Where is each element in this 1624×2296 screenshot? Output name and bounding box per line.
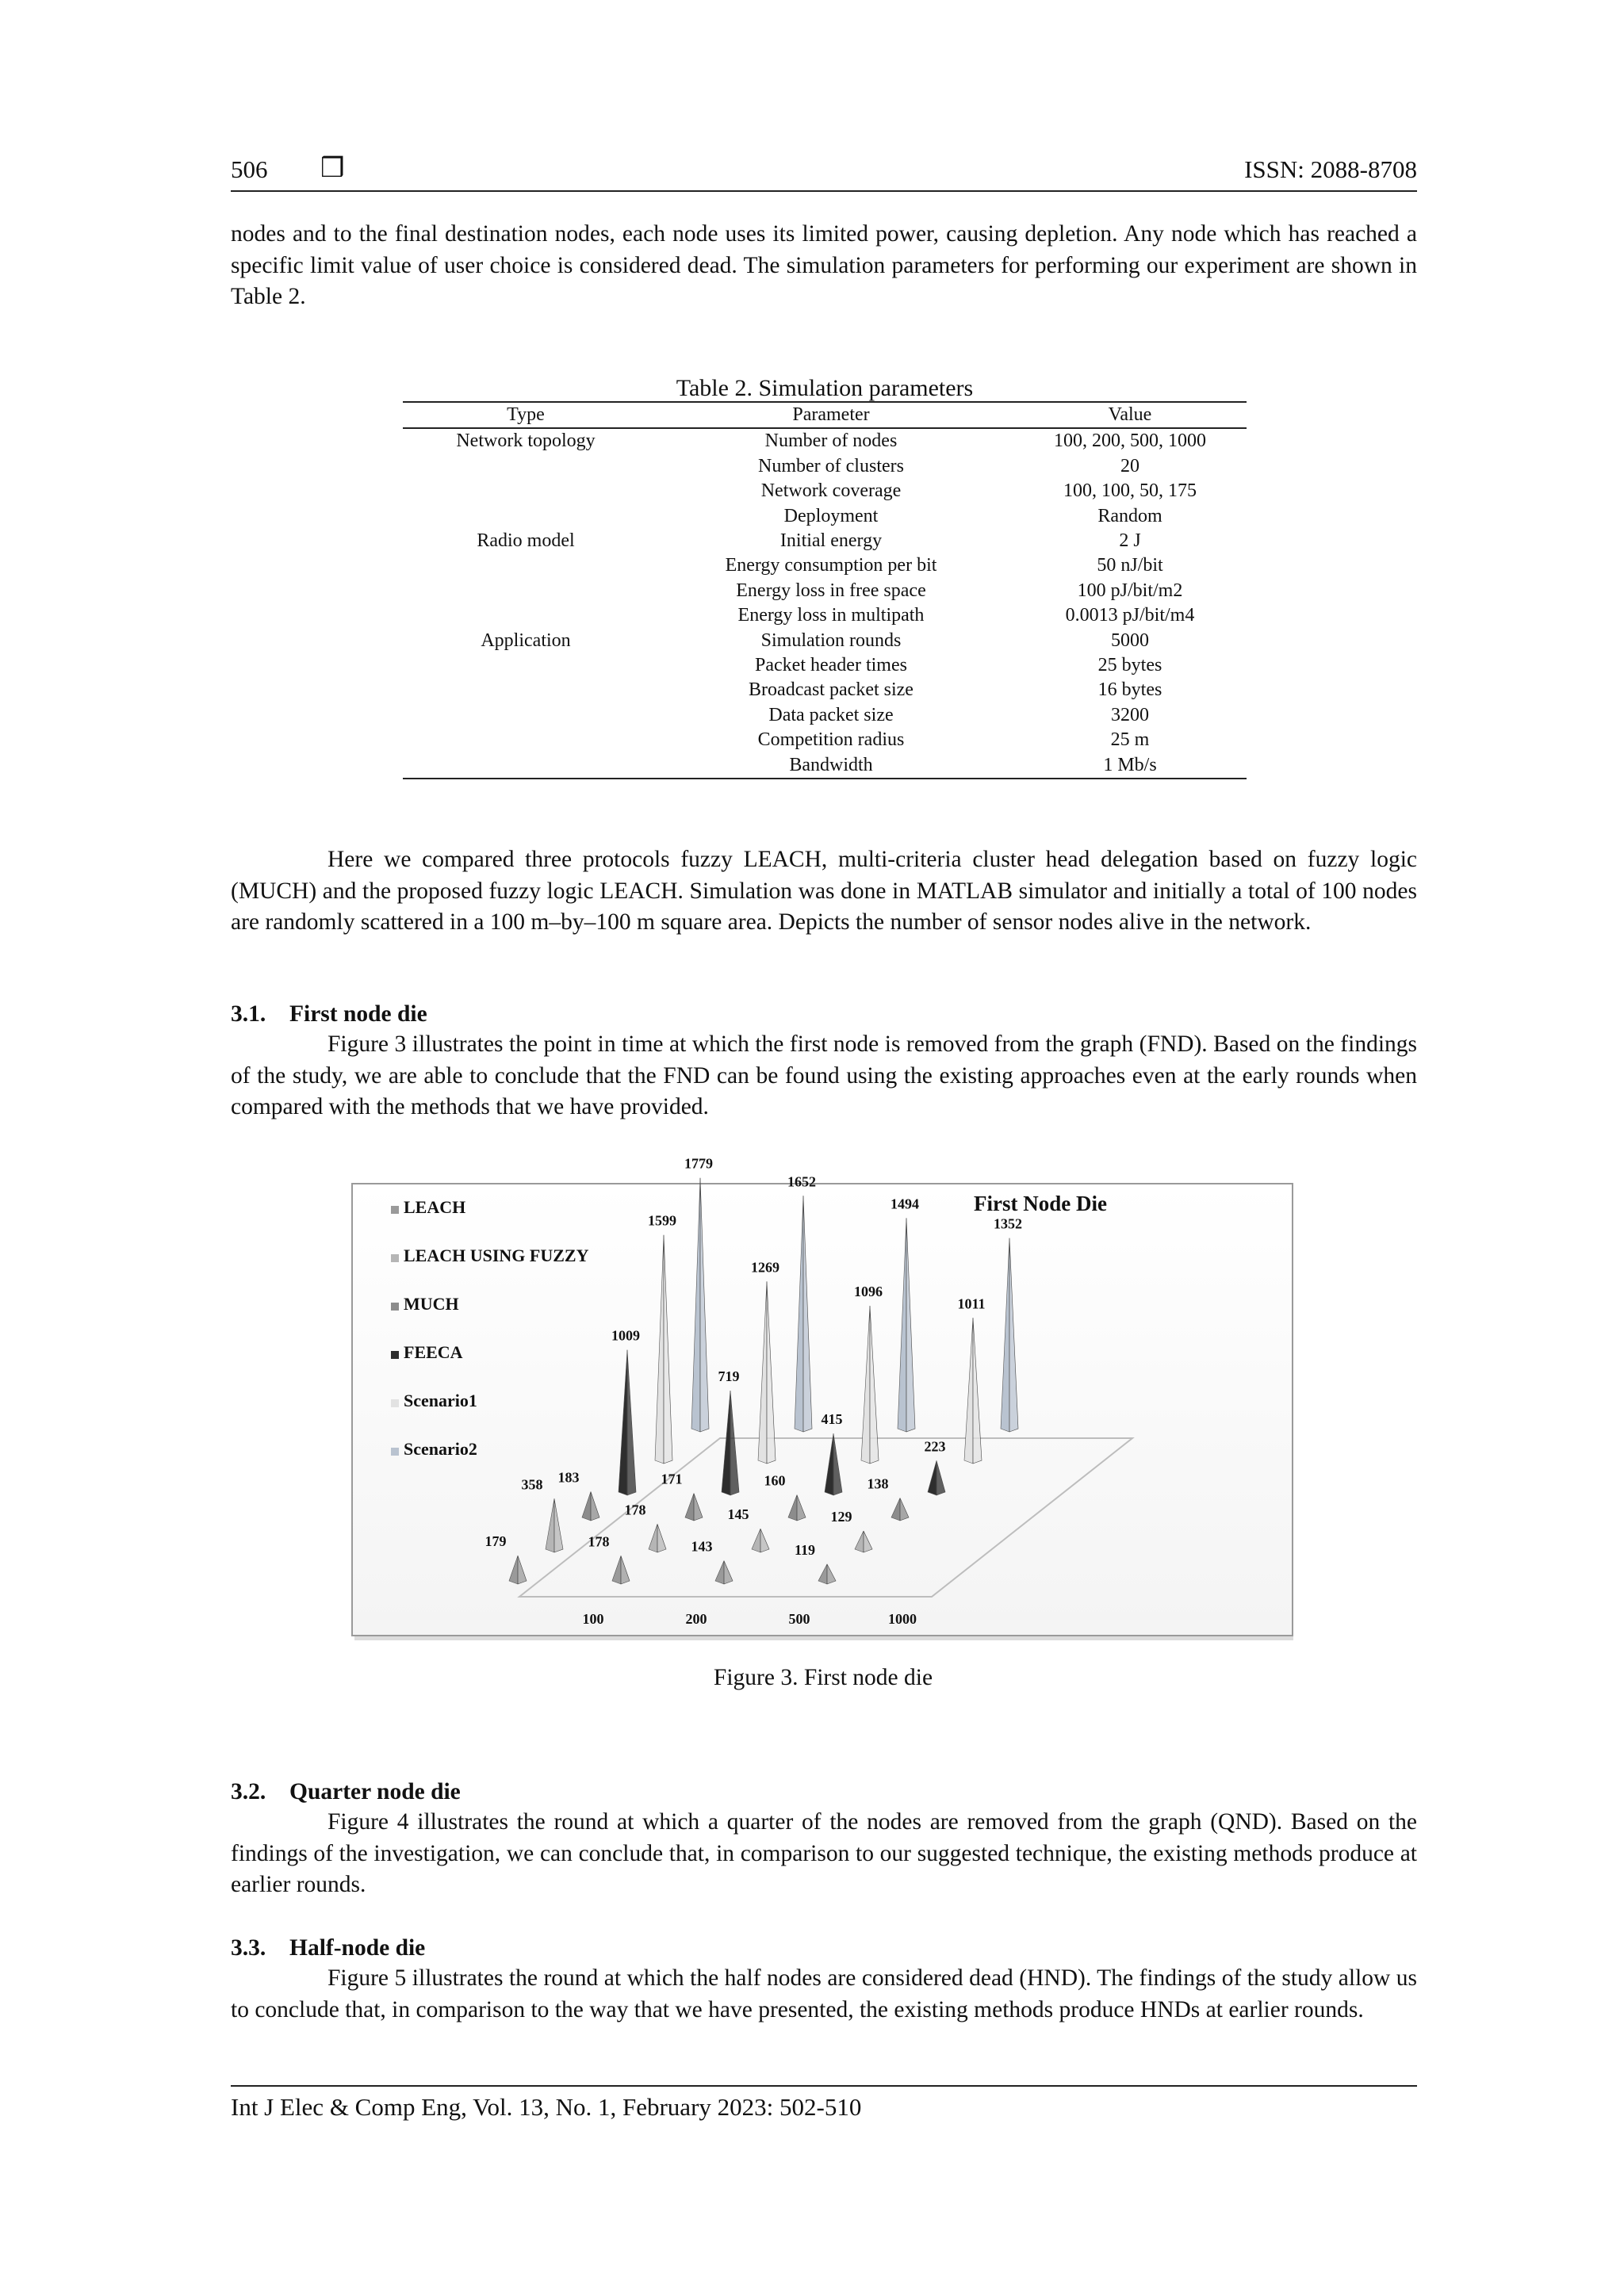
table-cell-type: Application (481, 629, 571, 651)
simulation-parameters-table (403, 401, 1247, 779)
table-row (403, 753, 1247, 779)
legend-swatch-scenario2 (391, 1448, 399, 1456)
value-label-leach-using-fuzzy-500: 145 (727, 1506, 749, 1523)
table-row (403, 728, 1247, 752)
value-label-leach-500: 143 (691, 1538, 713, 1555)
legend-swatch-leach (391, 1206, 399, 1214)
table-header-parameter: Parameter (649, 402, 1013, 428)
table-cell-parameter: Simulation rounds (760, 629, 902, 651)
table-cell-type (403, 678, 649, 702)
table-row (403, 504, 1247, 529)
value-label-feeca-200: 719 (718, 1368, 740, 1385)
table-cell-value: 3200 (1111, 704, 1149, 725)
legend-label-scenario1: Scenario1 (404, 1391, 477, 1410)
x-tick-500: 500 (788, 1611, 810, 1627)
table-caption: Table 2. Simulation parameters (676, 375, 974, 401)
table-cell-type (403, 603, 649, 628)
x-tick-100: 100 (582, 1611, 604, 1627)
table-cell-value: 100 pJ/bit/m2 (1077, 580, 1183, 601)
value-label-scenario1-200: 1269 (751, 1259, 779, 1276)
section-3-3-text: Figure 5 illustrates the round at which the half nodes are considered dead (HND). The findings of the study allow us to conclude that, in comparison to the way that we have presented, the existing methods produce HNDs at earlier rounds. (231, 1965, 1417, 2022)
legend-label-leach-using-fuzzy: LEACH USING FUZZY (404, 1246, 589, 1265)
table-header-type: Type (403, 402, 649, 428)
value-label-feeca-1000: 223 (924, 1438, 946, 1455)
compare-paragraph-text: Here we compared three protocols fuzzy LEACH, multi-criteria cluster head delegation based on fuzzy logic (MUCH) and the proposed fuzzy logic LEACH. Simulation was done in MATLAB simulator and initially a total of 100 nodes are randomly scattered in a 100 m–by–100 m square area. Depicts the number of sensor nodes alive in the network. (231, 847, 1417, 935)
table-row (403, 553, 1247, 578)
value-label-scenario2-200: 1652 (787, 1173, 816, 1190)
table-row (403, 428, 1247, 453)
table-cell-parameter: Number of clusters (758, 455, 904, 476)
table-cell-parameter: Number of nodes (764, 430, 898, 452)
table-cell-parameter: Network coverage (760, 480, 902, 502)
table-cell-value: 100, 100, 50, 175 (1063, 480, 1197, 502)
value-label-scenario2-1000: 1352 (994, 1215, 1022, 1232)
table-cell-parameter: Data packet size (768, 704, 894, 725)
table-cell-parameter: Energy loss in multipath (737, 605, 925, 626)
compare-paragraph (231, 844, 1417, 939)
table-cell-value: 20 (1120, 455, 1139, 476)
x-tick-1000: 1000 (888, 1611, 917, 1627)
table-cell-parameter: Bandwidth (649, 753, 1013, 779)
table-row (403, 529, 1247, 553)
value-label-leach-100: 179 (485, 1533, 507, 1550)
footer-rule (231, 2085, 1417, 2087)
legend-swatch-scenario1 (391, 1399, 399, 1407)
x-tick-200: 200 (685, 1611, 707, 1627)
table-cell-type (403, 553, 649, 578)
chart-frame-shadow (354, 1636, 1293, 1640)
table-cell-value: Random (1097, 505, 1162, 526)
table-cell-value: 5000 (1111, 629, 1149, 651)
header-rule (231, 190, 1417, 192)
table-cell-parameter: Energy consumption per bit (725, 555, 937, 576)
table-cell-value: 50 nJ/bit (1097, 555, 1163, 576)
table-cell-value: 25 bytes (1097, 655, 1162, 676)
table-cell-type: Radio model (477, 530, 575, 552)
section-3-1-text: Figure 3 illustrates the point in time at which the first node is removed from the graph (FND). Based on the findings of the study, we are able to conclude that the FND can be found using the existing approaches even at the early rounds when compared with the methods that we have provided. (231, 1031, 1417, 1119)
legend-swatch-feeca (391, 1351, 399, 1359)
table-row (403, 479, 1247, 503)
legend-label-leach: LEACH (404, 1197, 466, 1217)
table-cell-parameter: Broadcast packet size (749, 679, 914, 701)
table-cell-value: 2 J (1119, 530, 1141, 552)
section-3-1-heading: 3.1. First node die (231, 1001, 427, 1027)
legend-swatch-much (391, 1303, 399, 1311)
table-cell-type (403, 479, 649, 503)
value-label-feeca-100: 1009 (611, 1327, 640, 1344)
issn: ISSN: 2088-8708 (1244, 155, 1417, 183)
table-row (403, 579, 1247, 603)
chart-title: First Node Die (974, 1192, 1107, 1215)
value-label-feeca-500: 415 (821, 1411, 843, 1428)
value-label-leach-using-fuzzy-200: 178 (624, 1502, 646, 1518)
value-label-scenario2-100: 1779 (684, 1155, 713, 1172)
value-label-leach-using-fuzzy-1000: 129 (830, 1509, 852, 1525)
table-cell-parameter: Initial energy (779, 530, 883, 552)
value-label-leach-using-fuzzy-100: 358 (521, 1476, 543, 1493)
table-row (403, 603, 1247, 628)
table-row (403, 454, 1247, 479)
table-cell-type (403, 454, 649, 479)
value-label-much-500: 160 (764, 1472, 786, 1489)
first-node-die-chart (351, 1155, 1295, 1641)
value-label-much-200: 171 (661, 1471, 683, 1487)
table-cell-value: 0.0013 pJ/bit/m4 (1065, 605, 1195, 626)
table-header-value: Value (1013, 402, 1247, 428)
section-3-3-heading: 3.3. Half-node die (231, 1935, 426, 1961)
table-cell-type (403, 653, 649, 678)
intro-paragraph: nodes and to the final destination nodes, each node uses its limited power, causing depletion. Any node which has reached a specific limit value of user choice is considered dead. The simulation parameters for performing our experiment are shown in Table 2. (231, 221, 1417, 309)
box-icon: ❒ (320, 154, 345, 183)
legend-swatch-leach-using-fuzzy (391, 1254, 399, 1262)
value-label-much-1000: 138 (867, 1475, 889, 1492)
value-label-leach-1000: 119 (794, 1541, 816, 1558)
table-cell-value: 25 m (1110, 729, 1150, 751)
value-label-scenario2-500: 1494 (891, 1196, 919, 1212)
table-cell-type: Network topology (456, 430, 596, 452)
table-row (403, 653, 1247, 678)
table-cell-parameter: Energy loss in free space (736, 580, 926, 601)
legend-label-much: MUCH (404, 1294, 459, 1314)
table-cell-parameter: Competition radius (757, 729, 905, 751)
table-cell-value: 16 bytes (1097, 679, 1162, 701)
figure-caption: Figure 3. First node die (713, 1665, 933, 1690)
table-cell-parameter: Packet header times (755, 655, 907, 676)
table-row (403, 629, 1247, 653)
table-cell-type (403, 504, 649, 529)
table-cell-type (403, 753, 649, 779)
table-cell-type (403, 579, 649, 603)
value-label-much-100: 183 (557, 1469, 580, 1486)
value-label-scenario1-500: 1096 (854, 1284, 883, 1300)
footer-citation: Int J Elec & Comp Eng, Vol. 13, No. 1, February 2023: 502-510 (231, 2093, 862, 2121)
table-cell-type (403, 728, 649, 752)
table-cell-value: 1 Mb/s (1013, 753, 1247, 779)
section-3-2-text: Figure 4 illustrates the round at which a quarter of the nodes are removed from the graph (QND). Based on the findings of the investigation, we can conclude that, in comparison to our suggested technique, the existing methods produce at earlier rounds. (231, 1809, 1417, 1897)
table-row (403, 678, 1247, 702)
value-label-scenario1-100: 1599 (648, 1212, 676, 1229)
page-number: 506 (231, 155, 268, 183)
legend-label-feeca: FEECA (404, 1342, 463, 1362)
table-cell-parameter: Deployment (783, 505, 879, 526)
section-3-2-heading: 3.2. Quarter node die (231, 1779, 461, 1804)
legend-label-scenario2: Scenario2 (404, 1439, 477, 1459)
table-cell-type (403, 703, 649, 728)
table-cell-value: 100, 200, 500, 1000 (1054, 430, 1206, 452)
value-label-leach-200: 178 (588, 1533, 610, 1550)
table-row (403, 703, 1247, 728)
value-label-scenario1-1000: 1011 (957, 1295, 986, 1312)
